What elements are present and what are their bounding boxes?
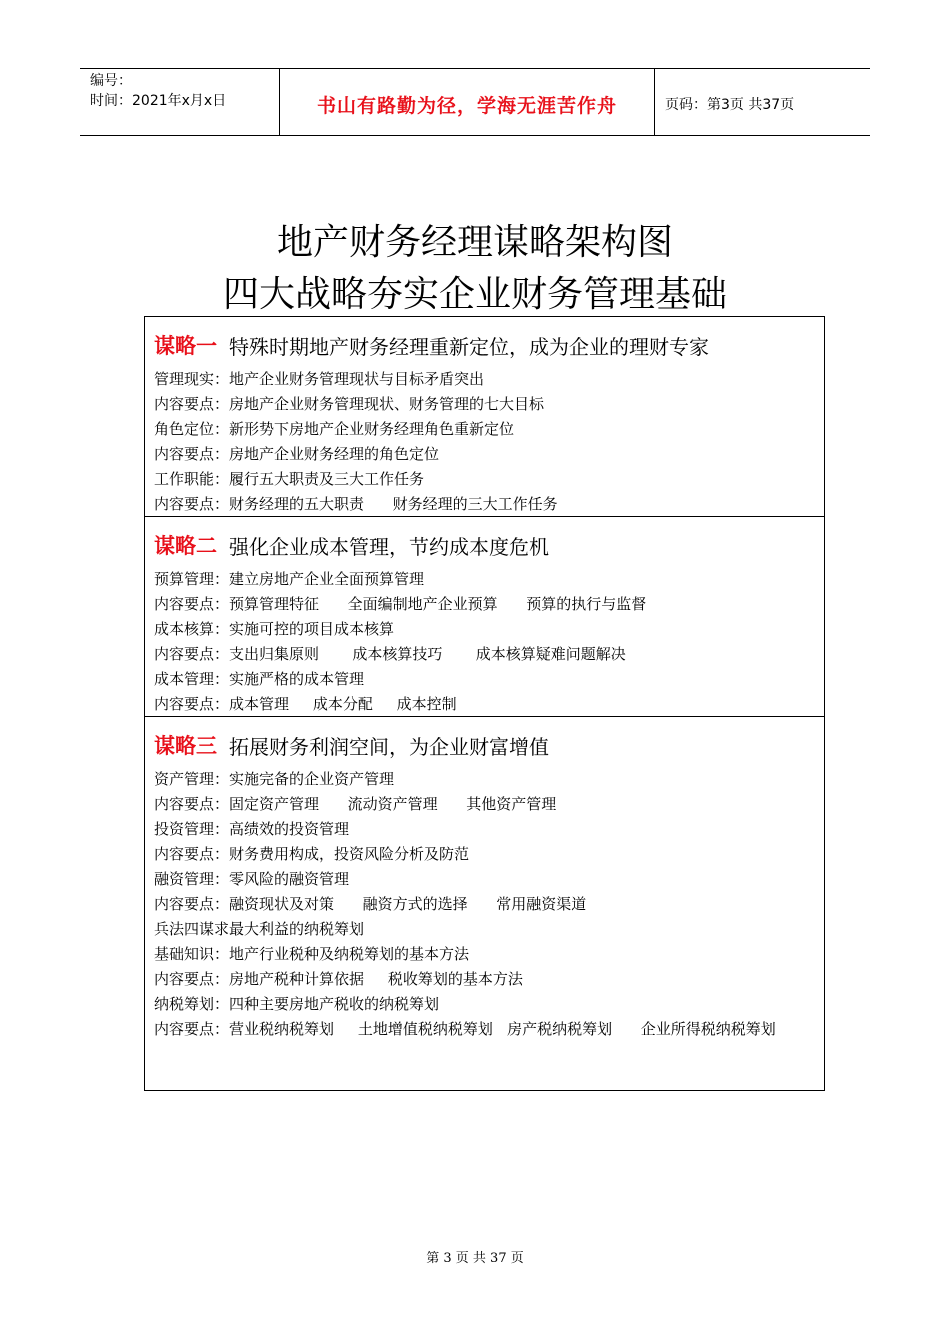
strategy-title: 特殊时期地产财务经理重新定位，成为企业的理财专家 (229, 334, 709, 359)
header-motto-cell (280, 69, 655, 135)
strategy-section-3 (145, 717, 824, 1090)
content-line: 预算管理：建立房地产企业全面预算管理 (154, 570, 425, 588)
content-line: 兵法四谋求最大利益的纳税筹划 (154, 920, 365, 938)
document-title: 地产财务经理谋略架构图 (276, 222, 673, 263)
page-footer: 第 3 页 共 37 页 (426, 1251, 524, 1266)
page-header (80, 68, 870, 136)
content-line: 成本管理：实施严格的成本管理 (154, 670, 365, 688)
number-label: 编号： (90, 73, 132, 89)
content-line: 内容要点：预算管理特征 全面编制地产企业预算 预算的执行与监督 (154, 595, 647, 613)
strategy-section-2 (145, 517, 824, 717)
content-line: 内容要点：融资现状及对策 融资方式的选择 常用融资渠道 (154, 895, 587, 913)
content-line: 内容要点：成本管理 成本分配 成本控制 (154, 695, 457, 713)
header-page-cell (655, 69, 870, 135)
content-line: 内容要点：固定资产管理 流动资产管理 其他资产管理 (154, 795, 557, 813)
content-line: 投资管理：高绩效的投资管理 (154, 820, 350, 838)
strategy-table (144, 316, 825, 1091)
strategy-label: 谋略二 (154, 534, 217, 558)
content-line: 内容要点：房地产企业财务管理现状、财务管理的七大目标 (154, 395, 545, 413)
content-line: 内容要点：支出归集原则 成本核算技巧 成本核算疑难问题解决 (154, 645, 626, 663)
page-info: 页码：第3页 共37页 (665, 97, 795, 113)
strategy-heading (154, 517, 824, 567)
content-line: 内容要点：房地产税种计算依据 税收筹划的基本方法 (154, 970, 523, 988)
content-line: 管理现实：地产企业财务管理现状与目标矛盾突出 (154, 370, 485, 388)
strategy-section-1 (145, 317, 824, 517)
strategy-label: 谋略一 (154, 334, 217, 358)
motto-text: 书山有路勤为径，学海无涯苦作舟 (316, 94, 617, 117)
content-line: 内容要点：营业税纳税筹划 土地增值税纳税筹划 房产税纳税筹划 企业所得税纳税筹划 (154, 1020, 776, 1038)
strategy-title: 强化企业成本管理，节约成本度危机 (229, 534, 549, 559)
content-line: 工作职能：履行五大职责及三大工作任务 (154, 470, 425, 488)
content-line: 内容要点：财务费用构成，投资风险分析及防范 (154, 845, 470, 863)
content-line: 角色定位：新形势下房地产企业财务经理角色重新定位 (154, 420, 515, 438)
strategy-title: 拓展财务利润空间，为企业财富增值 (229, 734, 549, 759)
strategy-heading (154, 317, 824, 367)
strategy-label: 谋略三 (154, 734, 217, 758)
content-line: 纳税筹划：四种主要房地产税收的纳税筹划 (154, 995, 440, 1013)
content-line: 基础知识：地产行业税种及纳税筹划的基本方法 (154, 945, 470, 963)
strategy-heading (154, 717, 824, 767)
content-line: 融资管理：零风险的融资管理 (154, 870, 350, 888)
content-line: 资产管理：实施完备的企业资产管理 (154, 770, 395, 788)
document-subtitle: 四大战略夯实企业财务管理基础 (222, 274, 727, 315)
header-meta (80, 69, 280, 135)
content-line: 内容要点：财务经理的五大职责 财务经理的三大工作任务 (154, 495, 558, 513)
time-label: 时间：2021年x月x日 (90, 93, 227, 109)
content-line: 成本核算：实施可控的项目成本核算 (154, 620, 395, 638)
content-line: 内容要点：房地产企业财务经理的角色定位 (154, 445, 440, 463)
